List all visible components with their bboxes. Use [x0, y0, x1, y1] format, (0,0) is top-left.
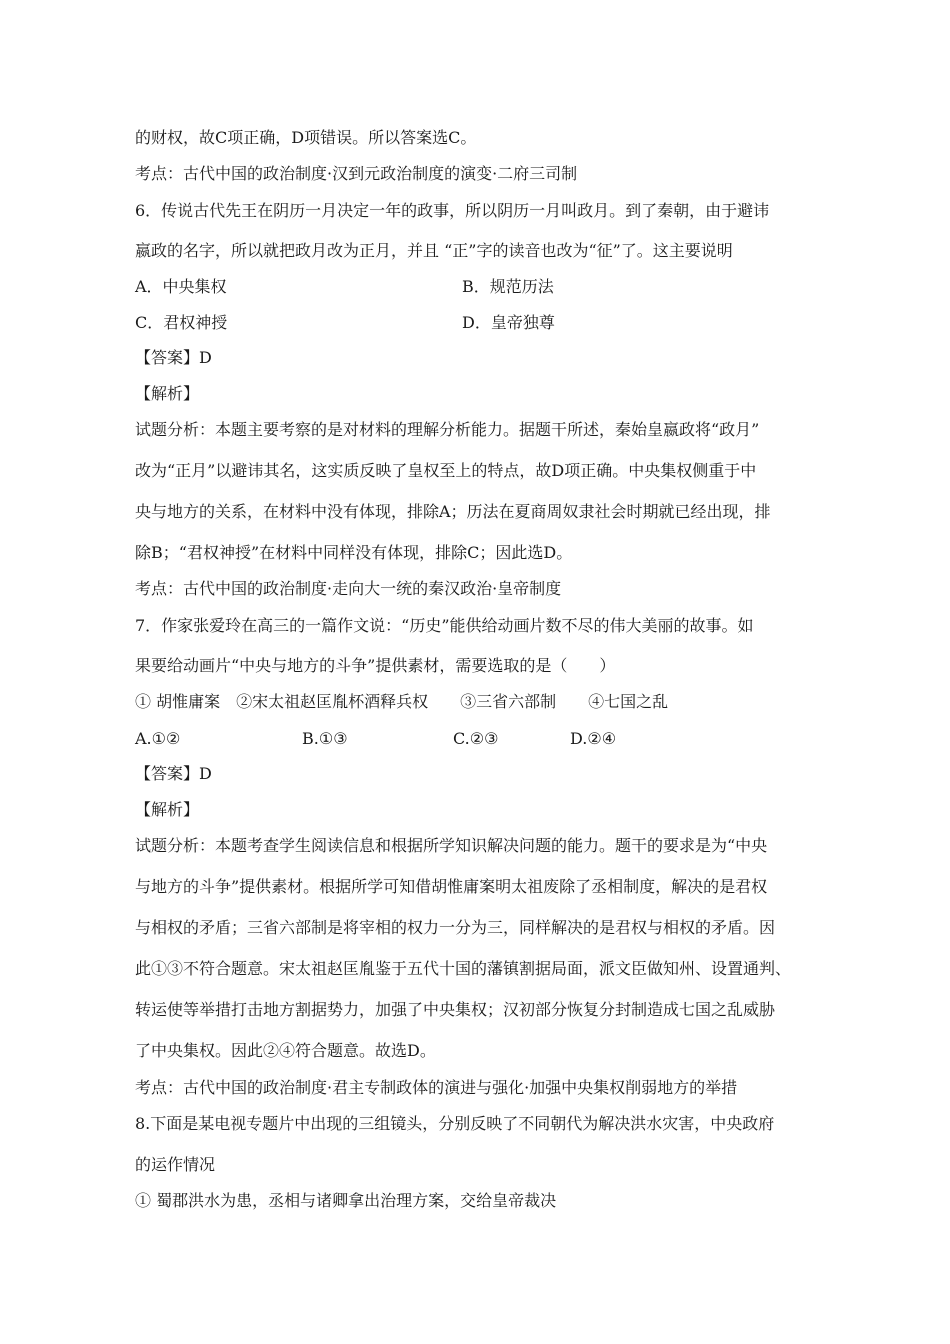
- q7-stem-line1: 7．作家张爱玲在高三的一篇作文说：“历史”能供给动画片数不尽的伟大美丽的故事。如: [135, 616, 754, 635]
- q6-option-a: A．中央集权: [135, 277, 227, 296]
- q7-option-d: D.②④: [570, 729, 617, 748]
- q7-analysis-line3: 与相权的矛盾；三省六部制是将宰相的权力一分为三，同样解决的是君权与相权的矛盾。因: [135, 918, 776, 937]
- q6-stem-line1: 6．传说古代先王在阴历一月决定一年的政事，所以阴历一月叫政月。到了秦朝，由于避讳: [135, 201, 770, 220]
- q7-items: ① 胡惟庸案 ②宋太祖赵匡胤杯酒释兵权 ③三省六部制 ④七国之乱: [135, 692, 669, 711]
- q6-option-d: D．皇帝独尊: [462, 313, 555, 332]
- q6-answer: 【答案】D: [135, 348, 212, 367]
- q6-analysis-line1: 试题分析：本题主要考察的是对材料的理解分析能力。据题干所述，秦始皇嬴政将“政月”: [135, 420, 760, 439]
- q7-analysis-line6: 了中央集权。因此②④符合题意。故选D。: [135, 1041, 436, 1060]
- q6-option-b: B．规范历法: [462, 277, 554, 296]
- q7-analysis-line1: 试题分析：本题考查学生阅读信息和根据所学知识解决问题的能力。题干的要求是为“中央: [135, 836, 768, 855]
- q7-stem-line2: 果要给动画片“中央与地方的斗争”提供素材，需要选取的是（ ）: [135, 656, 616, 675]
- q7-answer: 【答案】D: [135, 764, 212, 783]
- q5-analysis-end: 的财权，故C项正确，D项错误。所以答案选C。: [135, 128, 477, 147]
- q7-analysis-line5: 转运使等举措打击地方割据势力，加强了中央集权；汉初部分恢复分封制造成七国之乱威胁: [135, 1000, 776, 1019]
- q8-stem-line2: 的运作情况: [135, 1155, 216, 1174]
- q7-option-b: B.①③: [302, 729, 348, 748]
- q6-analysis-line4: 除B；“君权神授”在材料中同样没有体现，排除C；因此选D。: [135, 543, 573, 562]
- q6-kaodian: 考点：古代中国的政治制度·走向大一统的秦汉政治·皇帝制度: [135, 579, 562, 598]
- q6-analysis-heading: 【解析】: [135, 384, 200, 403]
- q6-analysis-line2: 改为“正月”以避讳其名，这实质反映了皇权至上的特点，故D项正确。中央集权侧重于中: [135, 461, 757, 480]
- q7-analysis-line2: 与地方的斗争”提供素材。根据所学可知借胡惟庸案明太祖废除了丞相制度，解决的是君权: [135, 877, 768, 896]
- q7-option-a: A.①②: [135, 729, 181, 748]
- q6-option-c: C．君权神授: [135, 313, 228, 332]
- q6-stem-line2: 嬴政的名字，所以就把政月改为正月，并且 “正”字的读音也改为“征”了。这主要说明: [135, 241, 733, 260]
- q7-analysis-line4: 此①③不符合题意。宋太祖赵匡胤鉴于五代十国的藩镇割据局面，派文臣做知州、设置通判、: [135, 959, 792, 978]
- q5-kaodian: 考点：古代中国的政治制度·汉到元政治制度的演变·二府三司制: [135, 164, 578, 183]
- q6-analysis-line3: 央与地方的关系，在材料中没有体现，排除A；历法在夏商周奴隶社会时期就已经出现，排: [135, 502, 771, 521]
- q7-analysis-heading: 【解析】: [135, 800, 200, 819]
- q8-stem-line1: 8.下面是某电视专题片中出现的三组镜头，分别反映了不同朝代为解决洪水灾害，中央政府: [135, 1114, 775, 1133]
- q7-kaodian: 考点：古代中国的政治制度·君主专制政体的演进与强化·加强中央集权削弱地方的举措: [135, 1078, 738, 1097]
- q7-option-c: C.②③: [453, 729, 499, 748]
- q8-item1: ① 蜀郡洪水为患，丞相与诸卿拿出治理方案，交给皇帝裁决: [135, 1191, 557, 1210]
